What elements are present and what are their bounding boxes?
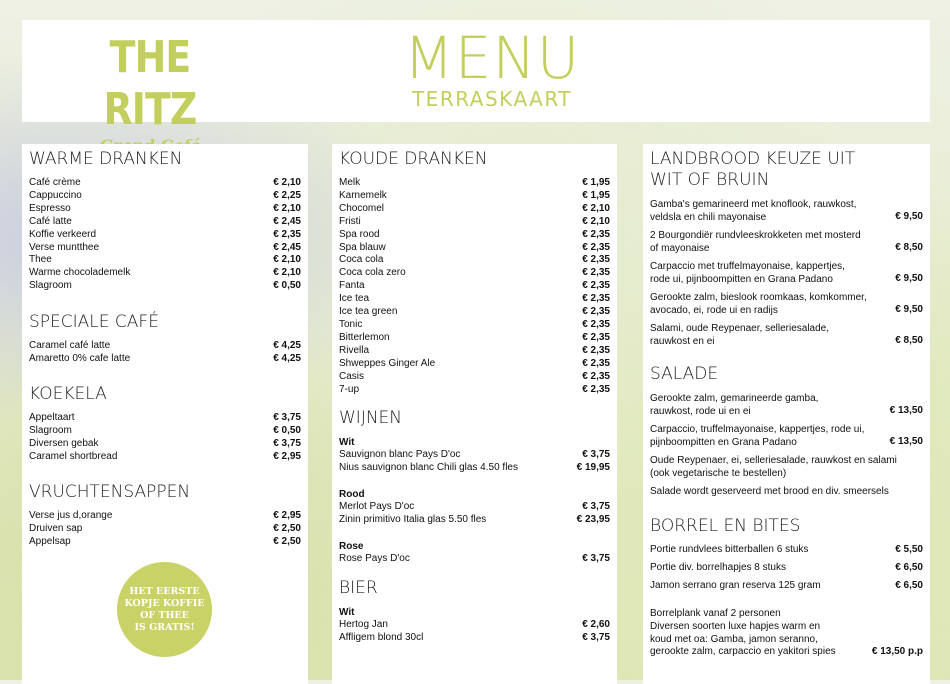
- menu-item: [332, 632, 617, 645]
- item-price: € 2,95: [273, 450, 301, 462]
- badge-line-3: OF THEE: [140, 609, 189, 621]
- item-name: Appelsap: [29, 535, 71, 547]
- item-list: [22, 510, 308, 549]
- section-wijnen: [332, 408, 617, 566]
- borrelplank-line-1: Borrelplank vanaf 2 personen: [650, 607, 781, 619]
- badge-line-1: HET EERSTE: [129, 585, 200, 597]
- salade-note-2: Salade wordt geserveerd met brood en div. smeersels: [650, 486, 889, 497]
- section-speciale-cafe: [22, 312, 308, 366]
- item-price: € 9,50: [895, 273, 923, 285]
- item-name: Fanta: [339, 280, 365, 292]
- menu-item: [332, 229, 617, 242]
- menu-item: [332, 319, 617, 332]
- item-price: € 2,25: [273, 189, 301, 201]
- salade-note-1a: Oude Reypenaer, ei, selleriesalade, rauwkost en salami: [650, 455, 897, 466]
- item-desc-line-2: pijnboompitten en Grana Padano: [650, 437, 797, 448]
- item-name: Affligem blond 30cl: [339, 631, 424, 643]
- menu-item: [332, 371, 617, 384]
- item-name: Portie rundvlees bitterballen 6 stuks: [650, 544, 809, 555]
- item-desc-line-1: Gerookte zalm, gemarineerde gamba,: [650, 393, 819, 404]
- item-desc-line-2: rauwkost en ei: [650, 336, 715, 347]
- item-desc-line-1: Carpaccio, truffelmayonaise, kappertjes, rode ui,: [650, 424, 865, 435]
- menu-item: [643, 646, 930, 659]
- borrelplank-line-3: koud met oa: Gamba, jamon seranno,: [650, 633, 818, 645]
- item-price: € 2,35: [582, 306, 610, 318]
- item-price: € 2,50: [273, 535, 301, 547]
- item-name: [650, 392, 818, 418]
- item-name: Slagroom: [29, 280, 72, 292]
- section-title-line-2: WIT OF BRUIN: [650, 170, 770, 190]
- badge-text: [125, 586, 205, 634]
- item-price: € 2,35: [582, 370, 610, 382]
- menu-item: [332, 449, 617, 462]
- menu-column-2: [332, 144, 617, 684]
- item-name: Melk: [339, 177, 361, 188]
- item-name: Caramel café latte: [29, 340, 111, 351]
- item-name: Espresso: [29, 202, 71, 214]
- item-price: € 2,45: [273, 241, 301, 253]
- menu-item: [22, 510, 308, 523]
- item-name: Tonic: [339, 318, 363, 330]
- item-name: Druiven sap: [29, 522, 83, 534]
- section-landbrood: [643, 149, 930, 353]
- menu-item: [643, 423, 930, 449]
- item-price: € 6,50: [895, 579, 923, 591]
- item-price: € 3,75: [582, 500, 610, 512]
- item-price: € 4,25: [273, 352, 301, 364]
- item-name: [650, 229, 861, 255]
- menu-item: [643, 544, 930, 557]
- menu-item: [332, 619, 617, 632]
- ritz-logo: [62, 32, 238, 155]
- menu-item: [22, 177, 308, 190]
- item-price: € 2,10: [273, 267, 301, 279]
- item-price: € 9,50: [895, 211, 923, 223]
- section-title: SPECIALE CAFÉ: [29, 312, 159, 332]
- item-name: Spa blauw: [339, 241, 386, 253]
- section-bier: [332, 578, 617, 645]
- item-price: € 8,50: [895, 242, 923, 254]
- item-list: [22, 340, 308, 366]
- item-desc-line-1: Gamba's gemarineerd met knoflook, rauwkost,: [650, 199, 857, 210]
- item-name: Ice tea: [339, 293, 370, 305]
- item-name: [650, 291, 867, 317]
- menu-item: [643, 291, 930, 317]
- menu-item: [332, 462, 617, 475]
- menu-item: [22, 203, 308, 216]
- item-list: [643, 544, 930, 659]
- item-name: Hertog Jan: [339, 619, 388, 630]
- wine-category-wit: Wit: [339, 437, 355, 448]
- item-price: € 2,35: [582, 357, 610, 369]
- item-price: € 2,35: [582, 318, 610, 330]
- item-price: € 13,50: [889, 405, 923, 417]
- section-title: WIJNEN: [339, 408, 403, 428]
- menu-item: [22, 425, 308, 438]
- menu-item: [332, 267, 617, 280]
- item-price: € 2,10: [273, 177, 301, 188]
- item-price: € 3,75: [273, 412, 301, 423]
- menu-item: [332, 177, 617, 190]
- item-price: € 1,95: [582, 177, 610, 188]
- menu-item: [643, 260, 930, 286]
- menu-item: [332, 501, 617, 514]
- menu-item: [22, 229, 308, 242]
- section-title: BORREL EN BITES: [650, 516, 801, 536]
- item-price: € 19,95: [576, 461, 610, 473]
- item-name: Merlot Pays D'oc: [339, 500, 415, 512]
- menu-item: [22, 340, 308, 353]
- item-price: € 13,50: [889, 436, 923, 448]
- section-title-line-1: LANDBROOD KEUZE UIT: [650, 149, 856, 169]
- item-desc-line-1: 2 Bourgondiër rundvleeskrokketen met mosterd: [650, 230, 861, 241]
- menu-item: [22, 412, 308, 425]
- logo-title: THE RITZ: [103, 32, 197, 135]
- item-name: Cappuccino: [29, 189, 82, 201]
- menu-item: [643, 562, 930, 575]
- menu-item: [22, 267, 308, 280]
- menu-column-3: [643, 144, 930, 684]
- section-title: SALADE: [650, 364, 719, 384]
- menu-item: [643, 392, 930, 418]
- item-desc-line-1: Carpaccio met truffelmayonaise, kappertjes,: [650, 261, 845, 272]
- item-name: Diversen gebak: [29, 437, 99, 449]
- menu-item: [332, 216, 617, 229]
- item-name: Shweppes Ginger Ale: [339, 357, 436, 369]
- item-list: [22, 177, 308, 293]
- item-price: € 9,50: [895, 304, 923, 316]
- item-name: Nius sauvignon blanc Chili glas 4.50 fles: [339, 461, 518, 473]
- menu-item: [22, 190, 308, 203]
- menu-item: [332, 203, 617, 216]
- menu-item: [22, 216, 308, 229]
- menu-column-1: [22, 144, 308, 684]
- menu-item: [332, 514, 617, 527]
- section-salade: [643, 364, 930, 498]
- item-name: Thee: [29, 254, 52, 266]
- item-price: € 2,10: [582, 202, 610, 214]
- item-name: Rivella: [339, 344, 370, 356]
- menu-item: [332, 553, 617, 566]
- section-warme-dranken: [22, 149, 308, 293]
- menu-item: [332, 332, 617, 345]
- item-name: Spa rood: [339, 228, 380, 240]
- item-name: Zinin primitivo Italia glas 5.50 fles: [339, 513, 487, 525]
- item-name: Warme chocolademelk: [29, 267, 131, 279]
- item-name: Verse muntthee: [29, 241, 100, 253]
- item-name: [650, 198, 856, 224]
- menu-item: [643, 229, 930, 255]
- section-borrel-en-bites: [643, 516, 930, 659]
- section-koekela: [22, 384, 308, 464]
- wine-category-rose: Rose: [339, 540, 364, 552]
- menu-item: [22, 242, 308, 255]
- item-price: € 2,45: [273, 215, 301, 227]
- borrelplank-line-2: Diversen soorten luxe hapjes warm en: [650, 620, 821, 632]
- item-list: [332, 606, 617, 645]
- item-price: € 2,35: [582, 267, 610, 279]
- menu-item: [22, 451, 308, 464]
- menu-item: [332, 254, 617, 267]
- item-name: [650, 260, 845, 286]
- item-price: € 2,35: [582, 254, 610, 266]
- menu-item: [332, 242, 617, 255]
- item-price: € 2,35: [273, 228, 301, 240]
- item-price: € 3,75: [582, 449, 610, 460]
- beer-category-wit: Wit: [339, 607, 355, 618]
- item-name: Casis: [339, 370, 365, 382]
- badge-line-2: KOPJE KOFFIE: [124, 597, 205, 609]
- item-price: € 2,35: [582, 228, 610, 240]
- section-title: VRUCHTENSAPPEN: [29, 482, 191, 502]
- menu-item: [22, 353, 308, 366]
- item-price: € 6,50: [895, 561, 923, 573]
- salade-note-1b: (ook vegetarische te bestellen): [650, 468, 787, 479]
- item-price: € 2,35: [582, 241, 610, 253]
- item-name: [650, 423, 864, 449]
- item-desc-line-2: rode ui, pijnboompitten en Grana Padano: [650, 274, 833, 285]
- item-price: € 2,35: [582, 383, 610, 395]
- item-name: Chocomel: [339, 202, 385, 214]
- item-list: [332, 436, 617, 566]
- section-koude-dranken: [332, 149, 617, 396]
- item-price: € 1,95: [582, 189, 610, 201]
- item-name: [650, 322, 829, 348]
- item-price: € 3,75: [582, 631, 610, 643]
- menu-item: [332, 293, 617, 306]
- item-price: € 23,95: [576, 513, 610, 525]
- item-name: Café latte: [29, 215, 72, 227]
- item-name: Slagroom: [29, 424, 72, 436]
- menu-item: [332, 345, 617, 358]
- item-name: Koffie verkeerd: [29, 228, 97, 240]
- item-desc-line-1: Gerookte zalm, bieslook roomkaas, komkommer,: [650, 292, 867, 303]
- item-desc-line-2: of mayonaise: [650, 243, 710, 254]
- item-price: € 3,75: [273, 437, 301, 449]
- menu-item: [22, 280, 308, 293]
- item-desc-line-1: Salami, oude Reypenaer, selleriesalade,: [650, 323, 829, 334]
- item-name: Verse jus d,orange: [29, 510, 113, 521]
- item-name: 7-up: [339, 383, 360, 395]
- item-name: Karnemelk: [339, 189, 387, 201]
- item-name: Coca cola zero: [339, 267, 406, 279]
- item-price: € 8,50: [895, 335, 923, 347]
- free-coffee-badge: [117, 562, 212, 657]
- item-name: Amaretto 0% cafe latte: [29, 352, 131, 364]
- menu-item: [643, 322, 930, 348]
- item-price: € 2,10: [273, 202, 301, 214]
- menu-item: [22, 536, 308, 549]
- item-price: € 4,25: [273, 340, 301, 351]
- section-title: BIER: [339, 578, 378, 598]
- item-name: Sauvignon blanc Pays D'oc: [339, 449, 461, 460]
- item-name: Ice tea green: [339, 306, 398, 318]
- item-price: € 2,60: [582, 619, 610, 630]
- item-list: [332, 177, 617, 396]
- item-desc-line-2: rauwkost, rode ui en ei: [650, 406, 751, 417]
- item-price: € 2,10: [273, 254, 301, 266]
- section-vruchtensappen: [22, 482, 308, 549]
- section-title: KOUDE DRANKEN: [339, 149, 488, 169]
- menu-item: [643, 580, 930, 593]
- badge-line-4: IS GRATIS!: [134, 621, 195, 633]
- header-banner: [22, 20, 930, 135]
- menu-item: [332, 358, 617, 371]
- item-price: € 5,50: [895, 544, 923, 555]
- section-title: KOEKELA: [29, 384, 107, 404]
- item-name: Bitterlemon: [339, 331, 390, 343]
- item-price: € 2,95: [273, 510, 301, 521]
- menu-item: [22, 523, 308, 536]
- menu-title: MENU: [403, 24, 581, 92]
- item-name: Rose Pays D'oc: [339, 552, 410, 564]
- menu-item: [332, 306, 617, 319]
- menu-item: [332, 190, 617, 203]
- item-name: Appeltaart: [29, 412, 75, 423]
- item-name: gerookte zalm, carpaccio en yakitori spies: [650, 645, 836, 657]
- item-price: € 3,75: [582, 552, 610, 564]
- item-name: Portie div. borrelhapjes 8 stuks: [650, 561, 786, 573]
- section-title: WARME DRANKEN: [29, 149, 183, 169]
- item-price: € 2,35: [582, 331, 610, 343]
- item-name: Jamon serrano gran reserva 125 gram: [650, 579, 821, 591]
- item-name: Caramel shortbread: [29, 450, 118, 462]
- menu-item: [332, 384, 617, 397]
- menu-item: [22, 254, 308, 267]
- menu-item: [22, 438, 308, 451]
- item-price: € 2,50: [273, 522, 301, 534]
- item-list: [22, 412, 308, 464]
- item-desc-line-2: veldsla en chili mayonaise: [650, 212, 767, 223]
- item-price: € 0,50: [273, 424, 301, 436]
- item-desc-line-2: avocado, ei, rode ui en radijs: [650, 305, 778, 316]
- wine-category-rood: Rood: [339, 488, 365, 500]
- item-price: € 2,35: [582, 293, 610, 305]
- item-list: [643, 392, 930, 498]
- item-price: € 2,35: [582, 344, 610, 356]
- menu-item: [643, 198, 930, 224]
- item-price: € 2,10: [582, 215, 610, 227]
- item-name: Fristi: [339, 215, 361, 227]
- menu-item: [332, 280, 617, 293]
- item-price: € 2,35: [582, 280, 610, 292]
- item-price: € 0,50: [273, 280, 301, 292]
- item-name: Coca cola: [339, 254, 384, 266]
- item-list: [643, 198, 930, 348]
- menu-subtitle: TERRASKAART: [411, 87, 573, 111]
- item-price: € 13,50 p.p: [871, 645, 923, 657]
- item-name: Café crème: [29, 177, 81, 188]
